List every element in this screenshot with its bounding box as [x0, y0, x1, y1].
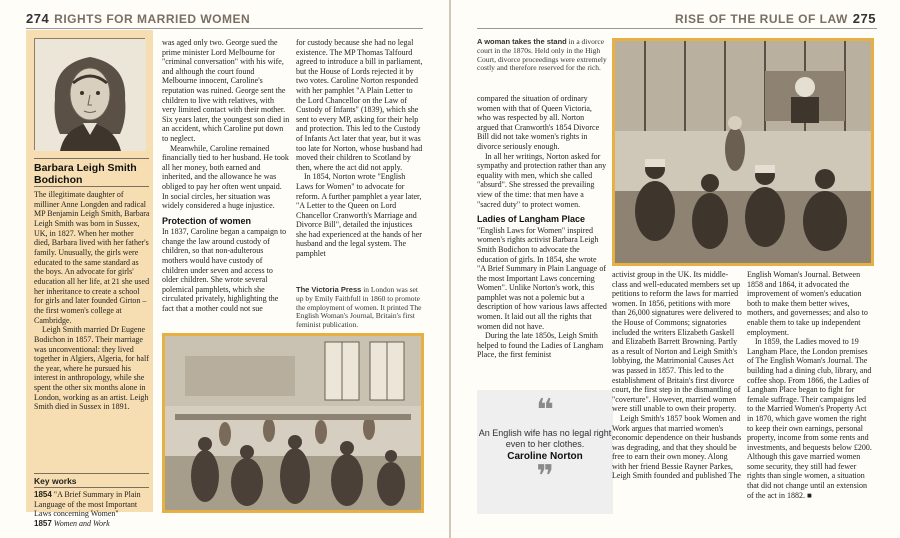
victoria-press-caption: [296, 286, 424, 330]
quote-text: An English wife has no legal right even to her clothes.: [478, 428, 612, 449]
right-page-number: 275: [852, 11, 876, 26]
key-works-heading: Key works: [34, 473, 149, 486]
key-work-year: 1854: [34, 490, 52, 499]
right-running-title: RISE OF THE RULE OF LAW: [675, 12, 848, 26]
body-paragraph: In 1859, the Ladies moved to 19 Langham Place, the London premises of The English Woman's Journal. The building had a dining club, library, and coffee shop. From 1866, the Ladies of Langham Place began to fight for female suffrage. Their campaigns led to the Married Women's Property Act in 1870, which gave women the right to keep their own earnings, personal property, income from some rents and investments, and bequests below £200. Although this gave married women some security, they still had fewer rights than single women, a situation that did not change until an extension of the act in 1882. ■: [747, 337, 872, 500]
header-rule: [477, 28, 877, 29]
biography-paragraph: Leigh Smith married Dr Eugene Bodichon in 1857. Their marriage was unconventional: they lived together in Algiers, Algeria, for half the year, where he pursued his interest in anthropology, while she spent the other six months alone in London, working as an artist. Leigh Smith died in Sussex in 1891.: [34, 325, 149, 412]
portrait-image: [34, 38, 145, 150]
body-paragraph: In all her writings, Norton asked for sympathy and protection rather than any equality with men, which she called "absurd". She stressed the prevailing view of the time: that men have a "sacred duty" to protect women.: [477, 151, 607, 209]
biography-text: [34, 190, 150, 412]
left-page-number: 274: [26, 11, 50, 26]
section-heading-langham: Ladies of Langham Place: [477, 214, 586, 225]
caption-text: in a divorce court in the 1870s. Held only in the High Court, divorce proceedings were extremely costly and therefore reserved for the rich.: [477, 37, 607, 73]
key-work-item: [34, 519, 150, 529]
key-works-list: [34, 490, 150, 529]
key-work-title: "A Brief Summary in Plain Language of the most Important Laws concerning Women": [34, 490, 141, 519]
body-paragraph: During the late 1850s, Leigh Smith helped to found the Ladies of Langham Place, the first feminist: [477, 331, 604, 360]
biography-name: Barbara Leigh Smith Bodichon: [34, 158, 149, 186]
left-running-head: [26, 10, 250, 28]
body-column-2: [162, 38, 290, 330]
key-work-title: Women and Work: [53, 518, 110, 528]
biography-paragraph: The illegitimate daughter of milliner Anne Longden and radical MP Benjamin Leigh Smith, Barbara Leigh Smith was born in Sussex, UK, in 1827. When her mother died, Barbara lived with her father's family. Unusually, the girls were educated to the same standard as the boys. An advocate for girls' education all her life, at 21 she used her inheritance to create a school for girls and later founded Girton – the first women's college at Cambridge.: [34, 190, 150, 325]
right-running-head: [675, 10, 876, 28]
body-paragraph: Meanwhile, Caroline remained financially tied to her husband. He took all her money, both earned and inherited, and the allowance he was obliged to pay her often went unpaid. In social circles, her situation was widely considered a huge injustice.: [162, 143, 289, 211]
body-paragraph: In 1854, Norton wrote "English Laws for Women" to advocate for reform. A further pamphlet a year later, "A Letter to the Queen on Lord Chancellor Cranworth's Marriage and Divorce Bill", detailed the injustices she had experienced at the hands of her husband and the legal system. The pamphlet: [296, 172, 422, 259]
body-paragraph: In 1837, Caroline began a campaign to change the law around custody of children, so that non-adulterous mothers would have custody of children under seven and access to older children. She wrote several polemical pamphlets, which she circulated privately, highlighting the fact that a mother could not sue: [162, 227, 287, 314]
body-paragraph: activist group in the UK. Its middle-class and well-educated members set up petitions to reform the laws for married women. In 1856, petitions with more than 26,000 signatures were delivered to the House of Commons; signatories included the writers Elizabeth Gaskell and Elizabeth Barrett Browning. Partly as a result of Norton and Leigh Smith's lobbying, the Matrimonial Causes Act was passed in 1857. This led to the establishment of Britain's first divorce court, the first step in the dismantling of "coverture". However, married women were still unable to own their property.: [612, 270, 742, 414]
left-page: [0, 0, 449, 538]
key-works-rule: [34, 487, 149, 488]
divorce-court-illustration: [612, 38, 874, 266]
open-quote-icon: ❝: [536, 393, 554, 428]
body-paragraph: English Woman's Journal. Between 1858 and 1864, it advocated the improvement of women's education both to make them better wives, mothers, and governesses; and also to enable them to take up independent employment.: [747, 270, 868, 337]
right-body-column-3: [747, 270, 874, 516]
body-paragraph: for custody because she had no legal existence. The MP Thomas Talfourd agreed to introduce a bill in parliament, but the House of Lords rejected it by two votes. Caroline Norton responded with her pamphlet "A Plain Letter to the Lord Chancellor on the Law of Custody of Infants" (1839), which she sent to every MP, asking for their help and protection. This led to the Custody of Infants Act later that year, but it was too late for Norton, whose husband had moved their children to Scotland by then, where the act did not apply.: [296, 38, 423, 172]
body-paragraph: was aged only two. George sued the prime minister Lord Melbourne for "criminal conversation" with his wife, and although the court found Melbourne innocent, Caroline's reputation was ruined. George sent the children to live with relatives, with very limited contact with their mother. Six years later, the youngest son died in an accident, which Caroline put down to neglect.: [162, 38, 290, 143]
left-running-title: RIGHTS FOR MARRIED WOMEN: [54, 12, 251, 26]
caption-title: A woman takes the stand: [477, 37, 567, 46]
biography-rule: [34, 186, 149, 187]
section-heading-protection: Protection of women: [162, 215, 252, 226]
body-paragraph: Leigh Smith's 1857 book Women and Work argues that married women's economic dependence on their husbands was degrading, and that they should be free to earn their own money. Along with her friend Bessie Rayner Parkes, Leigh Smith founded and published The: [612, 413, 742, 481]
body-paragraph: "English Laws for Women" inspired women's rights activist Barbara Leigh Smith Bodichon to advocate the education of girls. In 1854, she wrote "A Brief Summary in Plain Language of the most Important Laws concerning Women". Unlike Norton's work, this pamphlet was not a polemic but a description of how various laws affected women. It laid out all the rights that women did not have.: [477, 225, 607, 331]
caption-title: The Victoria Press: [296, 285, 362, 294]
close-quote-icon: ❞: [536, 459, 554, 494]
key-work-year: 1857: [34, 518, 52, 528]
divorce-court-caption: [477, 38, 607, 73]
pull-quote: [477, 390, 613, 514]
right-body-column-2: [612, 270, 742, 516]
key-work-item: [34, 490, 150, 519]
header-rule: [26, 28, 423, 29]
right-body-column-1: [477, 94, 607, 386]
biography-sidebar: [26, 30, 153, 528]
victoria-press-illustration: [162, 333, 424, 513]
quote-author: Caroline Norton: [507, 451, 583, 462]
body-column-3: [296, 38, 424, 278]
caption-text: in London was set up by Emily Faithfull in 1860 to promote the employment of women. It printed The English Woman's Journal, Britain's first feminist publication.: [296, 285, 422, 330]
body-paragraph: compared the situation of ordinary women with that of Queen Victoria, who was respected by all. Norton argued that Cranworth's 1854 Divorce Bill did not take women's rights in divorce seriously enough.: [477, 94, 600, 151]
